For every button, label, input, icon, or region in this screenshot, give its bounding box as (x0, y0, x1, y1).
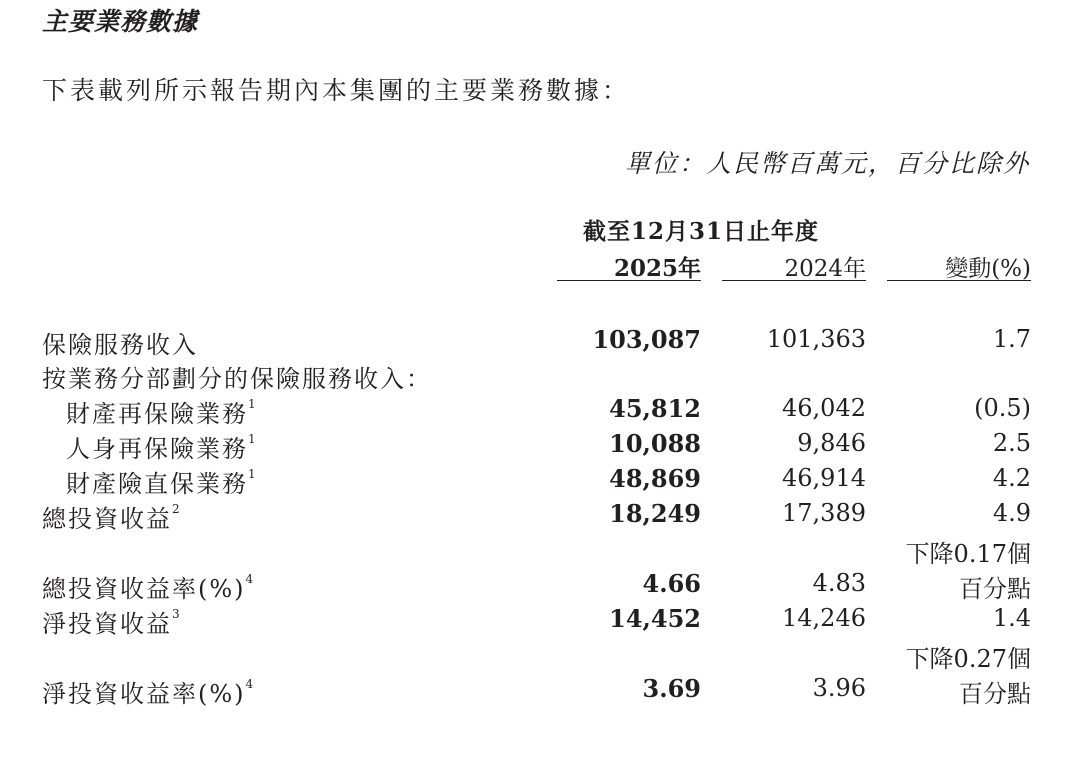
table-row (0, 359, 1080, 393)
value-2024: 14,246 (782, 604, 866, 632)
value-2025: 18,249 (609, 499, 701, 528)
intro-text: 下表載列所示報告期內本集團的主要業務數據： (42, 76, 631, 105)
row-label-text: 財產險直保業務 (66, 470, 248, 498)
value-change: (0.5) (974, 394, 1031, 422)
footnote-marker: 2 (172, 502, 180, 516)
footnote-marker: 1 (248, 467, 256, 481)
row-label-text: 淨投資收益率(%) (42, 680, 246, 708)
table-row (0, 464, 1080, 498)
row-label (66, 464, 256, 499)
value-2024: 9,846 (797, 429, 866, 457)
table-row (0, 499, 1080, 533)
column-header-change: 變動(%) (887, 250, 1031, 281)
row-label-text: 總投資收益 (42, 505, 172, 533)
value-2024: 3.96 (812, 674, 866, 702)
row-label (42, 569, 253, 604)
table-row (0, 674, 1080, 708)
value-change-line2: 百分點 (959, 575, 1031, 603)
row-label-text: 人身再保險業務 (66, 435, 248, 463)
period-header: 截至12月31日止年度 (583, 218, 820, 245)
value-2024: 46,042 (782, 394, 866, 422)
value-change-line2: 百分點 (959, 680, 1031, 708)
value-change-line1: 下降0.27個 (905, 645, 1031, 673)
value-2025: 103,087 (592, 325, 701, 354)
column-header-2024: 2024年 (722, 250, 866, 281)
table-row (0, 429, 1080, 463)
footnote-marker: 1 (248, 432, 256, 446)
row-label (42, 674, 253, 709)
column-header-2025: 2025年 (557, 250, 701, 281)
value-2025: 45,812 (609, 394, 701, 423)
row-label (66, 394, 256, 429)
unit-note: 單位：人民幣百萬元，百分比除外 (624, 149, 1030, 178)
value-change: 4.9 (992, 499, 1031, 527)
row-label-text: 淨投資收益 (42, 610, 172, 638)
footnote-marker: 3 (172, 607, 180, 621)
value-change: 4.2 (992, 464, 1031, 492)
value-change: 2.5 (992, 429, 1031, 457)
row-label-text: 財產再保險業務 (66, 400, 248, 428)
value-2025: 10,088 (609, 429, 701, 458)
value-change: 1.4 (992, 604, 1031, 632)
table-row (0, 325, 1080, 359)
value-2024: 46,914 (782, 464, 866, 492)
table-row (0, 604, 1080, 638)
value-2024: 17,389 (782, 499, 866, 527)
value-2025: 48,869 (609, 464, 701, 493)
value-2025: 14,452 (609, 604, 701, 633)
value-change: 1.7 (992, 325, 1031, 353)
section-heading: 主要業務數據 (42, 7, 199, 36)
value-2025: 4.66 (642, 569, 701, 598)
footnote-marker: 4 (245, 677, 254, 691)
row-label (66, 429, 256, 464)
table-row (0, 569, 1080, 603)
footnote-marker: 4 (245, 572, 254, 586)
row-label: 保險服務收入 (42, 331, 198, 359)
value-2025: 3.69 (642, 674, 701, 703)
value-2024: 101,363 (766, 325, 866, 353)
table-row (0, 394, 1080, 428)
footnote-marker: 1 (248, 397, 256, 411)
row-label: 按業務分部劃分的保險服務收入： (42, 365, 432, 393)
row-label (42, 499, 180, 534)
row-label-text: 總投資收益率(%) (42, 575, 246, 603)
row-label (42, 604, 180, 639)
value-2024: 4.83 (812, 569, 866, 597)
value-change-line1: 下降0.17個 (905, 540, 1031, 568)
